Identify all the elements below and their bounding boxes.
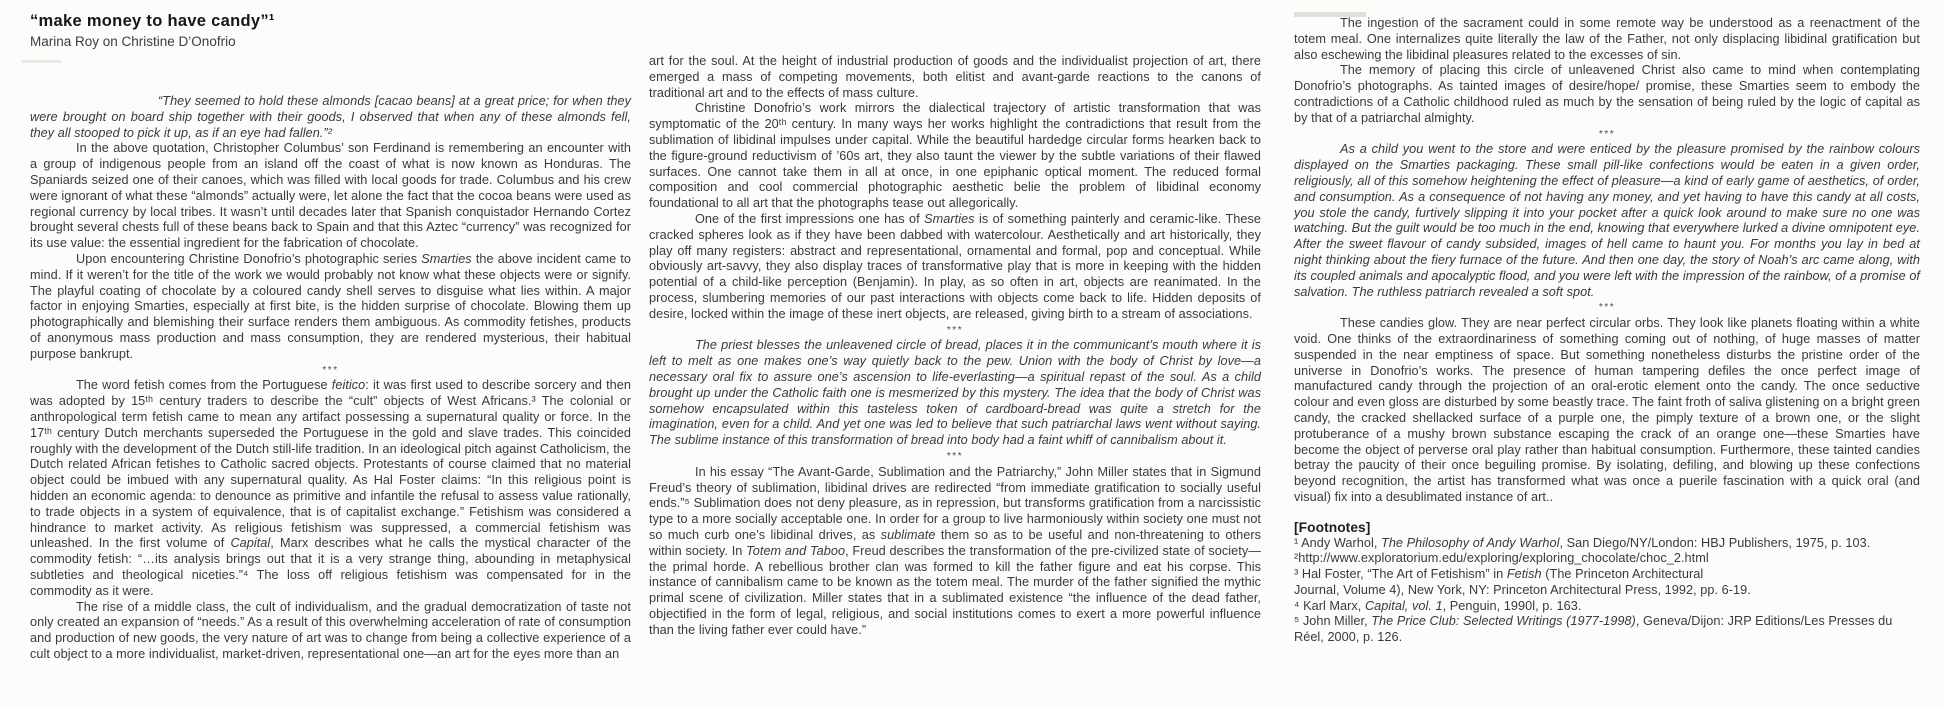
- byline: Marina Roy on Christine D’Onofrio: [30, 34, 236, 49]
- paragraph: These candies glow. They are near perfect circular orbs. They look like planets floating within a white void. One thinks of the extraordinariness of something coming out of nothing, of huge masses of matter suspended in the near emptiness of space. But something nonetheless disturbs the pristine order of the universe in Donofrio’s works. The presence of human tampering defiles the once perfect image of manufactured candy through the projection of an oral-erotic element onto the candy. The once seductive colour and even gloss are disturbed by some beastly trace. The faint froth of saliva glistening on a bright green candy, the cracked shellacked surface of a purple one, the pimply texture of a brown one, or the slight protuberance of a mushy brown substance escaping the crack of an orange one—these Smarties have become the object of perverse oral play rather than habitual consumption. Furthermore, these tainted candies betray the paucity of their once beguiling promise. By isolating, defiling, and blowing up these confections beyond recognition, the artist has transformed what was once a puerile fascination with a quick oral (and visual) fix into a desublimated instance of art..: [1294, 316, 1920, 504]
- footnote-item: ²http://www.exploratorium.edu/exploring/exploring_chocolate/choc_2.html: [1294, 551, 1709, 566]
- section-separator: ***: [946, 450, 964, 462]
- paragraph: In the above quotation, Christopher Columbus’ son Ferdinand is remembering an encounter with a group of indigenous people from an island off the coast of what is now known as Honduras. The Spaniards seized one of their canoes, which was filled with local goods for trade. Columbus and his crew were ignorant of what these “almonds” actually were, let alone the fact that the cocoa beans were used as regional currency by local tribes. It wasn’t until decades later that Spanish conquistador Hernando Cortez brought several chests full of these beans back to Spain and that this Aztec “currency” was recognized for its use value: the essential ingredient for the fabrication of chocolate.: [30, 141, 631, 251]
- footnote-item: ⁵ John Miller, The Price Club: Selected Writings (1977-1998), Geneva/Dijon: JRP Editions/Les Presses du Réel, 2000, p. 126.: [1294, 614, 1896, 645]
- paragraph: As a child you went to the store and were enticed by the pleasure promised by the rainbow colours displayed on the Smarties packaging. These small pill-like confections would be eaten in a given order, religiously, all of this somehow heightening the effect of pleasure—a kind of early game of aesthetics, of order, and consumption. As a consequence of not having any money, and yet having to have this candy at all costs, you stole the candy, furtively slipping it into your pocket after a quick look around to make sure no one was watching. But the guilt would be too much in the end, knowing that everywhere lurked a divine omnipotent eye. After the sweet flavour of candy subsided, images of hell came to haunt you. For months you lay in bed at night thinking about the fiery furnace of the future. And then one day, the story of Noah’s arc came along, with its coupled animals and apocalyptic flood, and you were left with the impression of the rainbow, of a promise of salvation. The ruthless patriarch revealed a soft spot.: [1294, 142, 1920, 299]
- page-title: “make money to have candy”¹: [30, 12, 275, 30]
- footnote-item: ⁴ Karl Marx, Capital, vol. 1, Penguin, 1990l, p. 163.: [1294, 598, 1582, 613]
- section-separator: ***: [1598, 302, 1616, 314]
- footnote-item: ¹ Andy Warhol, The Philosophy of Andy Warhol, San Diego/NY/London: HBJ Publishers, 1975, p. 103.: [1294, 535, 1871, 550]
- essay-column-1: [30, 94, 631, 663]
- paragraph: art for the soul. At the height of industrial production of goods and the individualist projection of art, there emerged a mass of competing movements, both elitist and avant-garde reactions to the canons of traditional art and to the effects of mass culture.: [649, 54, 1261, 100]
- scan-artifact: [22, 60, 62, 63]
- section-separator: ***: [1598, 128, 1616, 140]
- paragraph: The memory of placing this circle of unleavened Christ also came to mind when contemplating Donofrio’s photographs. As tainted images of desire/hope/ promise, these Smarties seem to embody the contradictions of a Catholic childhood ruled as much by the sensation of being ruled by the logic of capital as by that of a patriarchal almighty.: [1294, 63, 1920, 125]
- paragraph: The rise of a middle class, the cult of individualism, and the gradual democratization of taste not only created an expansion of “needs.” As a result of this overwhelming acceleration of rate of consumption and production of new goods, the very nature of art was to change from being a collective experience of a cult object to a more individualist, market-driven, representational one—an art for the eyes more than an: [30, 599, 631, 661]
- section-separator: ***: [322, 364, 339, 376]
- paragraph: The priest blesses the unleavened circle of bread, places it in the communicant’s mouth where it is left to melt as one makes one’s way quietly back to the pew. Union with the body of Christ by love—a necessary oral fix to assure one’s ascension to life-everlasting—a spiritual repast of the soul. As a child brought up under the Catholic faith one is mesmerized by this mystery. The idea that the body of Christ was somehow encapsulated within this tasteless token of cardboard-bread was quite a stretch for the imagination, even for a child. And yet one was led to believe that such patriarchal laws went without saying. The sublime instance of this transformation of bread into body had a faint whiff of cannibalism about it.: [649, 338, 1261, 448]
- epigraph-quote: “They seemed to hold these almonds [cacao beans] at a great price; for when they were brought on board ship together with their goods, I observed that when any of these almonds fell, they all stooped to pick it up, as if an eye had fallen.”²: [30, 94, 631, 140]
- paragraph: The ingestion of the sacrament could in some remote way be understood as a reenactment of the totem meal. One internalizes quite literally the law of the Father, not only displacing libidinal gratification but also eschewing the libidinal pleasures related to the excesses of sin.: [1294, 16, 1920, 62]
- paragraph: Upon encountering Christine Donofrio’s photographic series Smarties the above incident came to mind. If it weren’t for the title of the work we would probably not know what these objects were or signify. The playful coating of chocolate by a coloured candy shell serves to disguise what lies within. A major factor in enjoying Smarties, especially at first bite, is the hidden surprise of chocolate. Blowing them up photographically and blemishing their surface renders them ambiguous. As commodity fetishes, products of anonymous mass production and mass consumption, they are rendered mysterious, their habitual purpose bankrupt.: [30, 251, 631, 361]
- essay-column-2: [649, 54, 1261, 638]
- paragraph: In his essay “The Avant-Garde, Sublimation and the Patriarchy,” John Miller states that in Sigmund Freud’s theory of sublimation, libidinal drives are redirected “from immediate gratification to socially useful ends.”⁵ Sublimation does not deny pleasure, as in repression, but transforms gratification from a narcissistic type to a more socially acceptable one. In order for a group to live harmoniously within society one must not so much curb one’s libidinal drives, as sublimate them so as to be useful and non-threatening to others within society. In Totem and Taboo, Freud describes the transformation of the pre-civilized state of society—the primal horde. A rebellious brother clan was formed to kill the father figure and eat his corpse. This instance of cannibalism came to be known as the totem meal. The murder of the father signified the mythic primal scene of civilization. Miller states that in a sublimated existence “the influence of the dead father, objectified in the form of legal, religious, and social institutions comes to exert a more powerful influence than the living father ever could have.”: [649, 464, 1261, 637]
- paragraph: The word fetish comes from the Portuguese feitico: it was first used to describe sorcery and then was adopted by 15ᵗʰ century traders to describe the “cult” objects of West Africans.³ The colonial or anthropological term fetish came to mean any artifact possessing a supernatural quality or force. In the 17ᵗʰ century Dutch merchants superseded the Portuguese in the gold and slave trades. This coincided roughly with the development of the Dutch still-life tradition. In an ideological pitch against Catholicism, the Dutch related African fetishes to Catholic sacred objects. Protestants of course claimed that no material object could be imbued with any supernatural quality. As Hal Foster claims: “In this religious point is hidden an economic agenda: to denounce as primitive and infantile the refusal to assess value rationally, to trade objects in a system of equivalence, that is of capitalist exchange.” Fetishism was considered a hindrance to market activity. As religious fetishism was suppressed, a commercial fetishism was unleashed. In the first volume of Capital, Marx describes what he calls the mystical character of the commodity fetish: “…its analysis brings out that it is a very strange thing, abounding in metaphysical subtleties and theological niceties.”⁴ The loss off religious fetishism was compensated for in the commodity as it were.: [30, 378, 632, 598]
- paragraph: Christine Donofrio’s work mirrors the dialectical trajectory of artistic transformation that was symptomatic of the 20ᵗʰ century. In many ways her works highlight the contradictions that result from the sublimation of libidinal impulses under capital. While the beautiful hardedge circular forms hearken back to the figure-ground reductivism of ’60s art, they also taunt the viewer by the subtle variations of their flawed surfaces. One cannot take them in all at once, in one epiphanic optical moment. The reduced formal composition and cool commercial photographic aesthetic belie the problem of libidinal economy foundational to all art that the photographs tease out allegorically.: [649, 101, 1261, 211]
- section-separator: ***: [946, 324, 964, 336]
- footnotes-heading: [Footnotes]: [1294, 519, 1371, 535]
- footnote-item: ³ Hal Foster, “The Art of Fetishism” in Fetish (The Princeton Architectural Journal, Volume 4), New York, NY: Princeton Architectural Press, 1992, pp. 6-19.: [1294, 567, 1751, 597]
- essay-header: [30, 12, 275, 49]
- essay-column-3: [1294, 16, 1920, 646]
- paragraph: One of the first impressions one has of Smarties is of something painterly and ceramic-like. These cracked spheres look as if they have been dabbed with watercolour. Aesthetically and art historically, they play off many registers: abstract and representational, ornamental and formal, pop and conceptual. While obviously art-savvy, they also display traces of transformative play that is more in keeping with the hidden potential of a child-like perception (Benjamin). In play, as so often in art, objects are reanimated. In the process, slumbering memories of our past interactions with objects come back to life. Hidden deposits of desire, locked within the image of these inert objects, are released, giving birth to a stream of associations.: [649, 211, 1261, 321]
